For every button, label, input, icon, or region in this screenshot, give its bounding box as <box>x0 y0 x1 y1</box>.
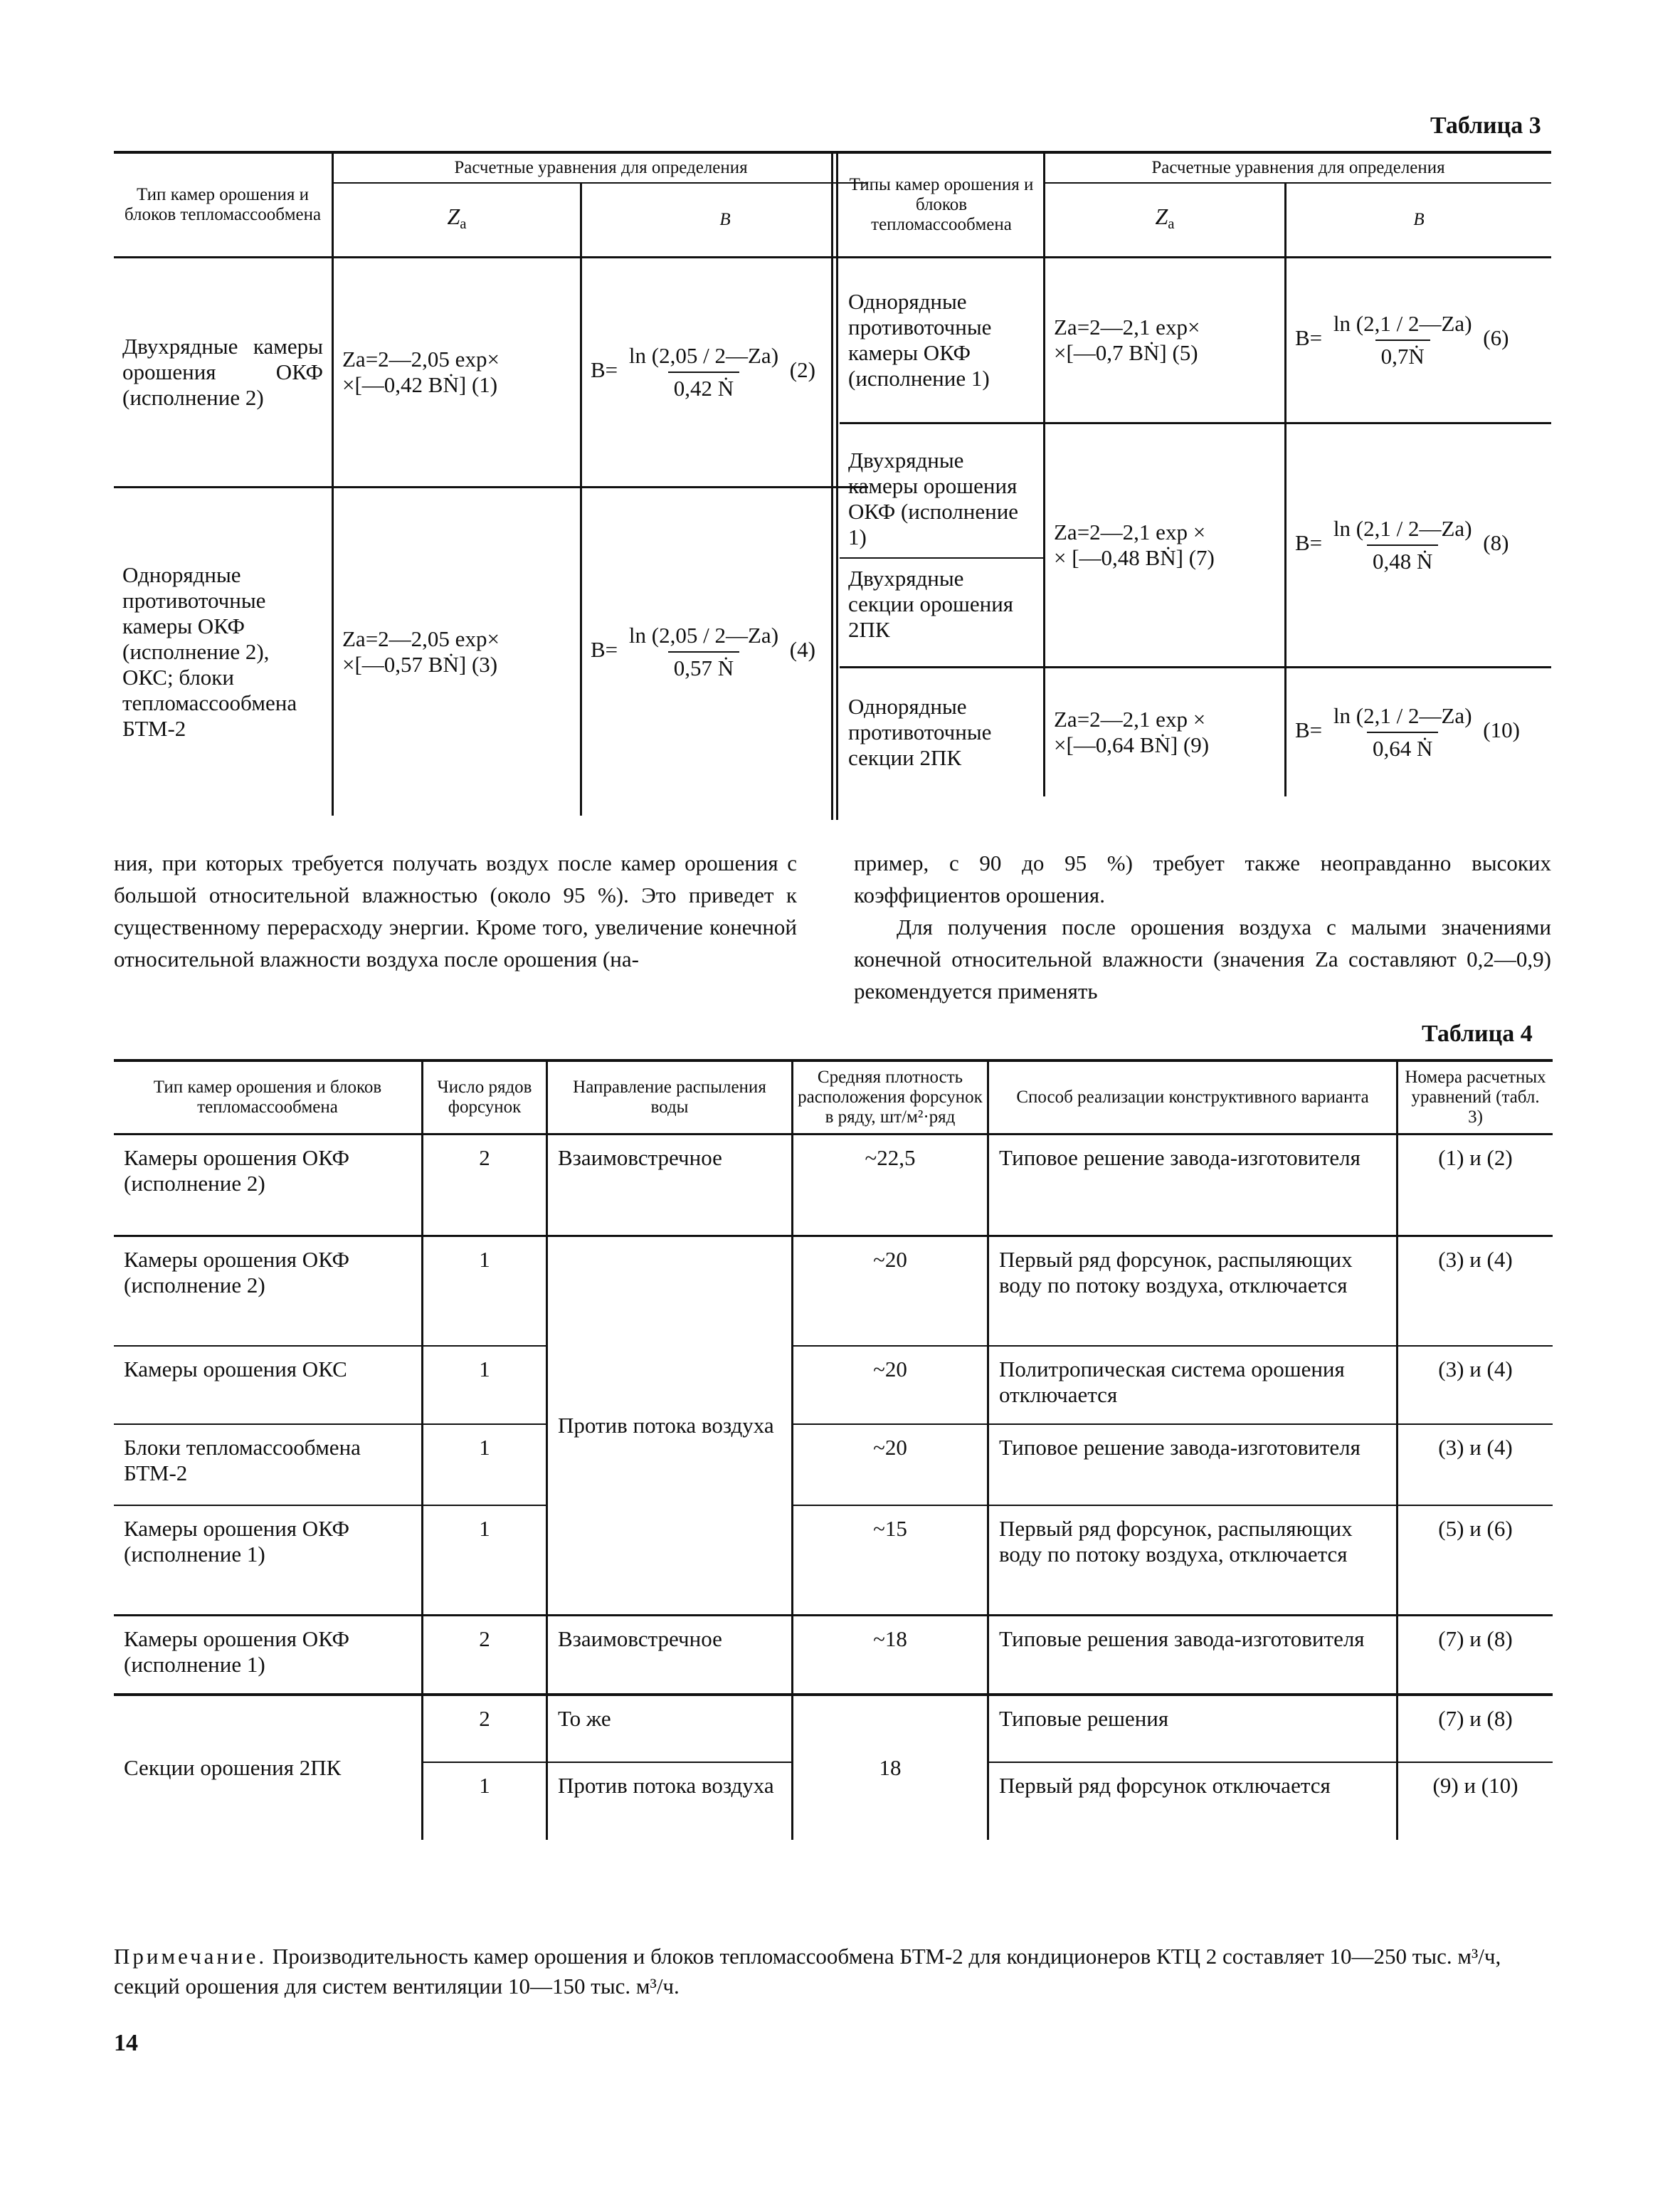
body-left-paragraph: ния, при которых требуется получать воздух после камер орошения с большой относительной влажностью (около 95 %). Это приведет к существенному перерасходу энергии. Кроме того, увеличение конечной относительной влажности воздуха после орошения (на- <box>114 851 797 972</box>
header-za: $Z_a$ <box>333 183 581 258</box>
row-type: Однорядные противоточные секции 2ПК <box>848 694 992 770</box>
b-formula: B= $\frac{\ln (2,1 / 2—Za)}{\text{0,48 Ṅ}}$ (8) <box>1286 423 1552 668</box>
header-eq: Расчетные уравнения для определения <box>333 152 869 183</box>
row-type: Двухрядные камеры орошения ОКФ (исполнение 2) <box>114 258 333 488</box>
header-type-right: Типы камер орошения и блоков тепломассообмена <box>840 152 1045 258</box>
page-number: 14 <box>114 2030 138 2056</box>
table-row: Камеры орошения ОКФ (исполнение 1) 1 ~15 Первый ряд форсунок, распыляющих воду по потоку воздуха, отключается (5) и (6) <box>114 1505 1553 1616</box>
t4-header-method: Способ реализации конструктивного варианта <box>988 1060 1398 1134</box>
table4-caption: Таблица 4 <box>1422 1021 1533 1047</box>
body-right-paragraph-2: Для получения после орошения воздуха с малыми значениями конечной относительной влажности (значения Za составляют 0,2—0,9) рекомендуется применять <box>854 915 1551 1004</box>
header-b: B <box>581 183 869 258</box>
table3-divider <box>831 151 838 820</box>
za-formula: Za=2—2,1 exp × × [—0,48 BṄ] (7) <box>1045 423 1286 668</box>
table4 <box>114 1059 1553 1840</box>
table-row: Камеры орошения ОКФ (исполнение 1) 2 Взаимовстречное ~18 Типовые решения завода-изготовителя (7) и (8) <box>114 1616 1553 1695</box>
body-right-paragraph-1: пример, с 90 до 95 %) требует также неоправданно высоких коэффициентов орошения. <box>854 851 1551 907</box>
table3-row <box>840 668 1551 797</box>
za-formula: Za=2—2,1 exp × ×[—0,64 BṄ] (9) <box>1045 668 1286 797</box>
table3-row <box>114 258 868 488</box>
header-type: Тип камер орошения и блоков тепломассообмена <box>114 152 333 258</box>
za-formula: Za=2—2,05 exp× ×[—0,57 BṄ] (3) <box>333 488 581 816</box>
b-formula: B= $\frac{\ln (2,05 / 2—Za)}{\text{0,42 Ṅ}}$ (2) <box>581 258 869 488</box>
t4-header-equations: Номера расчетных уравнений (табл. 3) <box>1398 1060 1553 1134</box>
header-b: B <box>1286 183 1552 258</box>
note-text: Производительность камер орошения и блоков тепломассообмена БТМ-2 для кондиционеров КТЦ 2 составляет 10—250 тыс. м³/ч, секций орошения для систем вентиляции 10—150 тыс. м³/ч. <box>114 1944 1501 1999</box>
table3-row <box>114 488 868 816</box>
merged-direction: Против потока воздуха <box>547 1236 793 1616</box>
b-formula: B= $\frac{\ln (2,1 / 2—Za)}{\text{0,7Ṅ}}$ (6) <box>1286 258 1552 423</box>
t4-header-direction: Направление распыления воды <box>547 1060 793 1134</box>
note-label: Примечание. <box>114 1944 268 1969</box>
table3-row <box>840 423 1551 668</box>
b-formula: B= $\frac{\ln (2,05 / 2—Za)}{\text{0,57 Ṅ}}$ (4) <box>581 488 869 816</box>
table-row: Камеры орошения ОКФ (исполнение 2) 2 Взаимовстречное ~22,5 Типовое решение завода-изготовителя (1) и (2) <box>114 1134 1553 1236</box>
table-row: Секции орошения 2ПК 2 То же 18 Типовые решения (7) и (8) <box>114 1695 1553 1762</box>
b-formula: B= $\frac{\ln (2,1 / 2—Za)}{\text{0,64 Ṅ}}$ (10) <box>1286 668 1552 797</box>
table3-right <box>840 151 1551 796</box>
header-eq: Расчетные уравнения для определения <box>1045 152 1552 183</box>
table-row: 1 Против потока воздуха Первый ряд форсунок отключается (9) и (10) <box>114 1762 1553 1840</box>
table-row: Камеры орошения ОКФ (исполнение 2) 1 Против потока воздуха ~20 Первый ряд форсунок, распыляющих воду по потоку воздуха, отключается (3) и (4) <box>114 1236 1553 1347</box>
table-row: Камеры орошения ОКС 1 ~20 Политропическая система орошения отключается (3) и (4) <box>114 1346 1553 1424</box>
t4-header-density: Средняя плотность расположения форсунок в ряду, шт/м²·ряд <box>793 1060 988 1134</box>
t4-header-rows: Число рядов форсунок <box>423 1060 547 1134</box>
table3-row <box>840 258 1551 423</box>
t4-header-type: Тип камер орошения и блоков тепломассообмена <box>114 1060 423 1134</box>
row-type: Однорядные противоточные камеры ОКФ (исполнение 2), ОКС; блоки тепломассообмена БТМ-2 <box>122 562 297 741</box>
table3-caption: Таблица 3 <box>1430 112 1541 139</box>
table-row: Блоки тепломассообмена БТМ-2 1 ~20 Типовое решение завода-изготовителя (3) и (4) <box>114 1424 1553 1505</box>
za-formula: Za=2—2,05 exp× ×[—0,42 BṄ] (1) <box>333 258 581 488</box>
za-formula: Za=2—2,1 exp× ×[—0,7 BṄ] (5) <box>1045 258 1286 423</box>
row-type: Двухрядные камеры орошения ОКФ (исполнение 1) Двухрядные секции орошения 2ПК <box>840 423 1045 668</box>
row-type: Однорядные противоточные камеры ОКФ (исполнение 1) <box>840 258 1045 423</box>
table-note <box>114 1942 1551 2001</box>
header-za: $Z_a$ <box>1045 183 1286 258</box>
table3-left <box>114 151 868 816</box>
